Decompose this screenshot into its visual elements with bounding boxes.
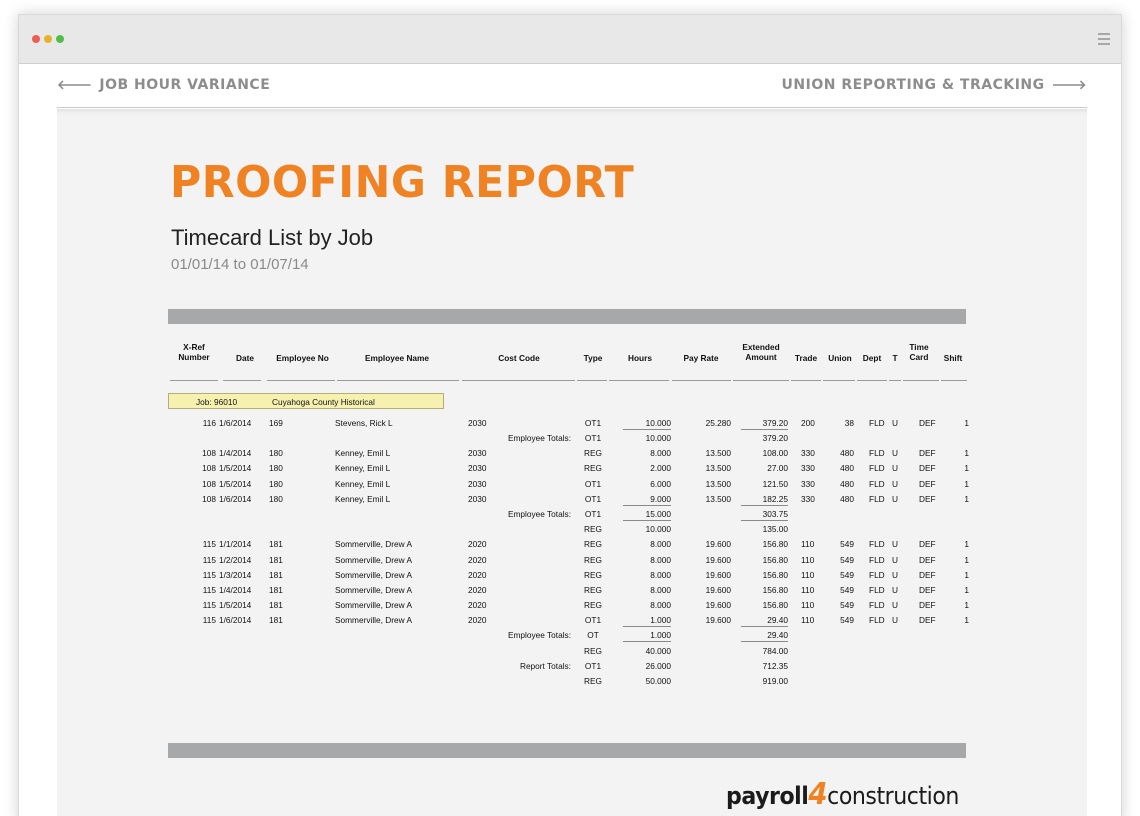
cell-amount: 156.80 [762,570,788,580]
cell-union: 38 [844,418,854,428]
cell-hours: 9.000 [650,494,671,504]
timecard-table [57,109,1087,816]
cell-date: 1/5/2014 [219,600,252,610]
cell-t: U [892,494,898,504]
cell-union: 480 [840,494,854,504]
cell-amount: 27.00 [767,463,788,473]
maximize-window-dot[interactable] [56,35,64,43]
cell-rate: 19.600 [705,615,731,625]
cell-union: 549 [840,615,854,625]
column-header-underline [823,380,855,381]
cell-type: OT1 [584,479,602,489]
cell-shift: 1 [964,463,969,473]
cell-amount: 108.00 [762,448,788,458]
cell-dept: FLD [869,555,885,565]
cell-date: 1/5/2014 [219,479,252,489]
page-navigation [57,64,1087,108]
column-header-underline [903,380,939,381]
cell-t: U [892,479,898,489]
cell-xref: 108 [202,494,216,504]
cell-amount: 156.80 [762,585,788,595]
cell-trade: 110 [801,555,815,565]
column-header: Shift [943,353,963,363]
cell-dept: FLD [869,615,885,625]
cell-name: Kenney, Emil L [335,494,391,504]
cell-card: DEF [919,570,936,580]
cell-hours: 8.000 [650,585,671,595]
subtotal-underline [623,520,671,521]
cell-date: 1/6/2014 [219,615,252,625]
minimize-window-dot[interactable] [44,35,52,43]
cell-hours: 8.000 [650,539,671,549]
total-type: REG [584,524,602,534]
total-hours: 40.000 [645,646,671,656]
subtotal-underline [623,505,671,506]
cell-xref: 115 [202,539,216,549]
cell-amount: 156.80 [762,555,788,565]
cell-name: Sommerville, Drew A [335,585,412,595]
column-header: Employee No [276,353,329,363]
total-type: OT1 [584,661,602,671]
cell-cost: 2030 [468,448,487,458]
browser-toolbar [19,15,1121,64]
cell-cost: 2030 [468,463,487,473]
browser-window [18,14,1122,816]
cell-card: DEF [919,448,936,458]
total-hours: 10.000 [645,524,671,534]
subtotal-underline [741,505,788,506]
column-header: Cost Code [498,353,540,363]
column-header-underline [672,380,731,381]
cell-emp: 180 [269,448,283,458]
cell-date: 1/5/2014 [219,463,252,473]
total-label: Employee Totals: [507,630,571,640]
cell-type: REG [584,555,602,565]
cell-rate: 19.600 [705,539,731,549]
cell-name: Kenney, Emil L [335,448,391,458]
subtotal-underline [741,641,788,642]
report-date-range: 01/01/14 to 01/07/14 [171,256,309,273]
cell-union: 480 [840,463,854,473]
total-amount: 303.75 [762,509,788,519]
cell-emp: 181 [269,600,283,610]
cell-cost: 2030 [468,494,487,504]
subtotal-underline [741,520,788,521]
cell-trade: 110 [801,570,815,580]
cell-dept: FLD [869,570,885,580]
cell-name: Kenney, Emil L [335,463,391,473]
column-header-underline [609,380,669,381]
cell-name: Sommerville, Drew A [335,600,412,610]
cell-rate: 13.500 [705,479,731,489]
cell-type: OT1 [584,418,602,428]
cell-xref: 115 [202,555,216,565]
column-header: Time Card [909,342,929,362]
cell-shift: 1 [964,600,969,610]
report-bottom-bar [168,743,966,758]
cell-xref: 108 [202,479,216,489]
cell-xref: 116 [202,418,216,428]
arrow-right-icon: 🡒 [1051,78,1087,93]
subtotal-underline [741,429,788,430]
cell-type: REG [584,539,602,549]
cell-hours: 8.000 [650,448,671,458]
cell-xref: 115 [202,570,216,580]
column-header-underline [941,380,967,381]
cell-cost: 2020 [468,600,487,610]
total-hours: 50.000 [645,676,671,686]
next-page-label: UNION REPORTING & TRACKING [781,77,1045,93]
cell-date: 1/2/2014 [219,555,252,565]
column-header-underline [462,380,575,381]
cell-trade: 330 [801,479,815,489]
column-header-underline [170,380,218,381]
cell-shift: 1 [964,418,969,428]
cell-cost: 2020 [468,570,487,580]
cell-trade: 110 [801,600,815,610]
total-label: Employee Totals: [507,433,571,443]
column-header-underline [223,380,261,381]
cell-rate: 25.280 [705,418,731,428]
prev-page-link[interactable] [57,77,270,93]
subtotal-underline [623,626,671,627]
total-amount: 712.35 [762,661,788,671]
job-name: Cuyahoga County Historical [272,397,375,407]
column-header-underline [791,380,821,381]
cell-cost: 2020 [468,615,487,625]
cell-date: 1/4/2014 [219,448,252,458]
total-amount: 29.40 [767,630,788,640]
cell-union: 549 [840,555,854,565]
total-type: REG [584,676,602,686]
cell-amount: 182.25 [762,494,788,504]
hamburger-menu-icon[interactable] [1098,33,1110,45]
cell-union: 549 [840,539,854,549]
cell-card: DEF [919,479,936,489]
cell-card: DEF [919,615,936,625]
cell-card: DEF [919,600,936,610]
cell-t: U [892,418,898,428]
cell-type: OT1 [584,615,602,625]
cell-union: 549 [840,570,854,580]
cell-type: REG [584,600,602,610]
cell-union: 480 [840,448,854,458]
job-number: Job: 96010 [196,397,238,407]
cell-emp: 181 [269,570,283,580]
cell-hours: 8.000 [650,570,671,580]
cell-cost: 2020 [468,555,487,565]
cell-emp: 169 [269,418,283,428]
cell-card: DEF [919,585,936,595]
cell-dept: FLD [869,539,885,549]
cell-cost: 2030 [468,479,487,489]
arrow-left-icon: 🡐 [57,78,93,93]
cell-amount: 121.50 [762,479,788,489]
total-amount: 379.20 [762,433,788,443]
column-header-underline [577,380,607,381]
cell-name: Kenney, Emil L [335,479,391,489]
column-header-underline [337,380,459,381]
cell-cost: 2020 [468,585,487,595]
cell-date: 1/4/2014 [219,585,252,595]
subtotal-underline [741,626,788,627]
cell-union: 549 [840,585,854,595]
cell-name: Sommerville, Drew A [335,615,412,625]
total-label: Report Totals: [519,661,571,671]
cell-type: REG [584,570,602,580]
column-header: X-Ref Number [178,342,210,362]
cell-rate: 13.500 [705,463,731,473]
cell-trade: 200 [801,418,815,428]
cell-shift: 1 [964,570,969,580]
cell-t: U [892,555,898,565]
cell-emp: 181 [269,585,283,595]
cell-t: U [892,570,898,580]
cell-trade: 330 [801,463,815,473]
column-header: Hours [628,353,652,363]
total-type: OT1 [584,509,602,519]
cell-hours: 6.000 [650,479,671,489]
cell-cost: 2030 [468,418,487,428]
cell-dept: FLD [869,448,885,458]
cell-rate: 13.500 [705,494,731,504]
column-header: Union [828,353,852,363]
total-amount: 919.00 [762,676,788,686]
cell-name: Sommerville, Drew A [335,555,412,565]
cell-xref: 115 [202,600,216,610]
column-header: T [892,353,898,363]
cell-shift: 1 [964,448,969,458]
column-header: Employee Name [364,353,430,363]
close-window-dot[interactable] [32,35,40,43]
column-header-underline [733,380,789,381]
column-header: Dept [862,353,882,363]
cell-date: 1/1/2014 [219,539,252,549]
total-hours: 1.000 [650,630,671,640]
cell-trade: 110 [801,585,815,595]
subtotal-underline [623,429,671,430]
total-type: REG [584,646,602,656]
cell-trade: 330 [801,494,815,504]
cell-rate: 19.600 [705,585,731,595]
cell-xref: 108 [202,463,216,473]
cell-emp: 180 [269,479,283,489]
cell-amount: 379.20 [762,418,788,428]
cell-emp: 181 [269,539,283,549]
cell-union: 480 [840,479,854,489]
total-label: Employee Totals: [507,509,571,519]
total-hours: 15.000 [645,509,671,519]
cell-t: U [892,585,898,595]
cell-dept: FLD [869,585,885,595]
total-hours: 26.000 [645,661,671,671]
cell-shift: 1 [964,585,969,595]
cell-date: 1/3/2014 [219,570,252,580]
cell-shift: 1 [964,494,969,504]
subtotal-underline [623,641,671,642]
cell-trade: 110 [801,539,815,549]
cell-union: 549 [840,600,854,610]
column-header: Extended Amount [742,342,780,362]
cell-dept: FLD [869,479,885,489]
cell-card: DEF [919,418,936,428]
report-subtitle: Timecard List by Job [171,225,374,250]
cell-emp: 180 [269,463,283,473]
cell-card: DEF [919,463,936,473]
cell-name: Sommerville, Drew A [335,539,412,549]
cell-emp: 180 [269,494,283,504]
cell-t: U [892,615,898,625]
cell-rate: 19.600 [705,600,731,610]
column-header: Trade [794,353,818,363]
cell-shift: 1 [964,615,969,625]
cell-hours: 8.000 [650,555,671,565]
cell-rate: 13.500 [705,448,731,458]
cell-card: DEF [919,539,936,549]
cell-amount: 156.80 [762,539,788,549]
report-title: PROOFING REPORT [170,157,635,208]
cell-name: Stevens, Rick L [335,418,393,428]
column-header: Type [583,353,603,363]
cell-type: OT1 [584,494,602,504]
cell-cost: 2020 [468,539,487,549]
cell-dept: FLD [869,600,885,610]
cell-hours: 10.000 [645,418,671,428]
column-header-underline [889,380,901,381]
cell-emp: 181 [269,555,283,565]
cell-trade: 330 [801,448,815,458]
next-page-link[interactable] [782,77,1087,93]
cell-shift: 1 [964,479,969,489]
cell-xref: 108 [202,448,216,458]
total-type: OT [587,630,599,640]
cell-name: Sommerville, Drew A [335,570,412,580]
cell-shift: 1 [964,539,969,549]
cell-hours: 2.000 [650,463,671,473]
cell-amount: 29.40 [767,615,788,625]
cell-hours: 1.000 [650,615,671,625]
total-amount: 135.00 [762,524,788,534]
column-header-underline [857,380,887,381]
column-header-underline [267,380,335,381]
cell-xref: 115 [202,615,216,625]
payroll4construction-logo: payroll4construction [726,777,959,812]
cell-t: U [892,539,898,549]
cell-shift: 1 [964,555,969,565]
cell-card: DEF [919,555,936,565]
cell-trade: 110 [801,615,815,625]
cell-rate: 19.600 [705,570,731,580]
cell-type: REG [584,585,602,595]
cell-dept: FLD [869,463,885,473]
cell-hours: 8.000 [650,600,671,610]
column-header: Date [236,353,254,363]
cell-xref: 115 [202,585,216,595]
cell-emp: 181 [269,615,283,625]
cell-dept: FLD [869,494,885,504]
cell-type: REG [584,448,602,458]
cell-t: U [892,463,898,473]
total-hours: 10.000 [645,433,671,443]
cell-rate: 19.600 [705,555,731,565]
cell-dept: FLD [869,418,885,428]
cell-amount: 156.80 [762,600,788,610]
job-header-box [168,393,444,409]
column-header: Pay Rate [683,353,719,363]
report-document [57,109,1087,816]
cell-type: REG [584,463,602,473]
cell-t: U [892,600,898,610]
total-type: OT1 [584,433,602,443]
cell-date: 1/6/2014 [219,418,252,428]
prev-page-label: JOB HOUR VARIANCE [99,77,271,93]
cell-date: 1/6/2014 [219,494,252,504]
cell-card: DEF [919,494,936,504]
cell-t: U [892,448,898,458]
total-amount: 784.00 [762,646,788,656]
